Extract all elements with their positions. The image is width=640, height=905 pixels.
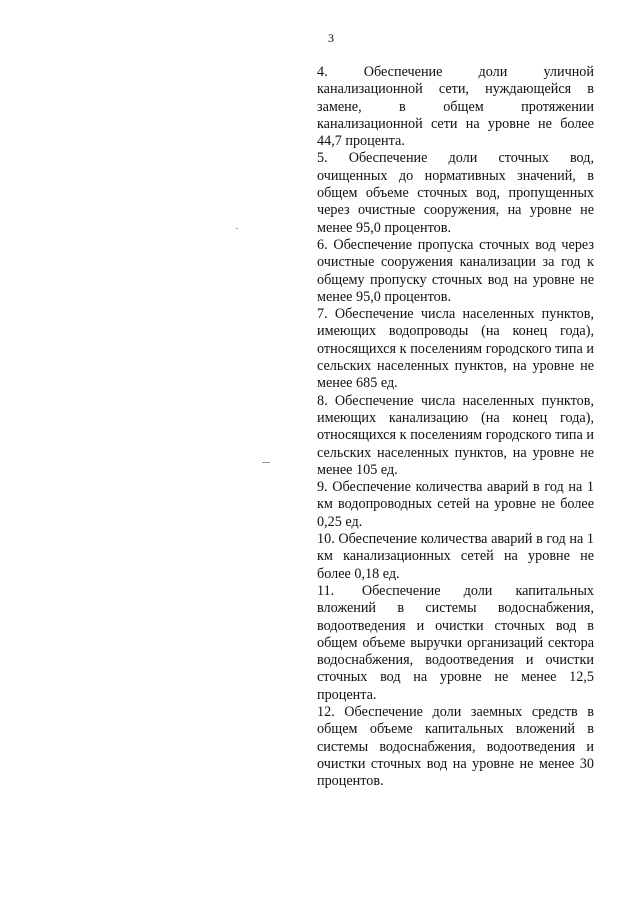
list-item: 4. Обеспечение доли уличной канализационной сети, нуждающейся в замене, в общем протяжении канализационной сети на уровне не более 44,7 процента. [317,64,594,150]
list-item: 6. Обеспечение пропуска сточных вод через очистные сооружения канализации за год к общему пропуску сточных вод на уровне не менее 95,0 процентов. [317,236,594,305]
page-number: 3 [328,31,334,45]
list-item: 9. Обеспечение количества аварий в год на 1 км водопроводных сетей на уровне не более 0,25 ед. [317,479,594,530]
list-item: 12. Обеспечение доли заемных средств в общем объеме капитальных вложений в системы водоснабжения, водоотведения и очистки сточных вод на уровне не менее 30 процентов. [317,703,594,790]
list-item: 5. Обеспечение доли сточных вод, очищенных до нормативных значений, в общем объеме сточных вод, пропущенных через очистные сооружения, на уровне не менее 95,0 процентов. [317,150,594,236]
document-body [317,64,594,790]
list-item: 8. Обеспечение числа населенных пунктов, имеющих канализацию (на конец года), относящихся к поселениям городского типа и сельских населенных пунктов, на уровне не менее 105 ед. [317,392,594,478]
list-item: 10. Обеспечение количества аварий в год на 1 км канализационных сетей на уровне не более 0,18 ед. [317,531,594,582]
list-item: 7. Обеспечение числа населенных пунктов, имеющих водопроводы (на конец года), относящихся к поселениям городского типа и сельских населенных пунктов, на уровне не менее 685 ед. [317,306,594,392]
scan-artifact [236,228,238,229]
scan-artifact [262,462,270,463]
list-item: 11. Обеспечение доли капитальных вложений в системы водоснабжения, водоотведения и очистки сточных вод в общем объеме выручки организаций сектора водоснабжения, водоотведения и очистки сточных вод на уровне не менее 12,5 процента. [317,582,594,703]
